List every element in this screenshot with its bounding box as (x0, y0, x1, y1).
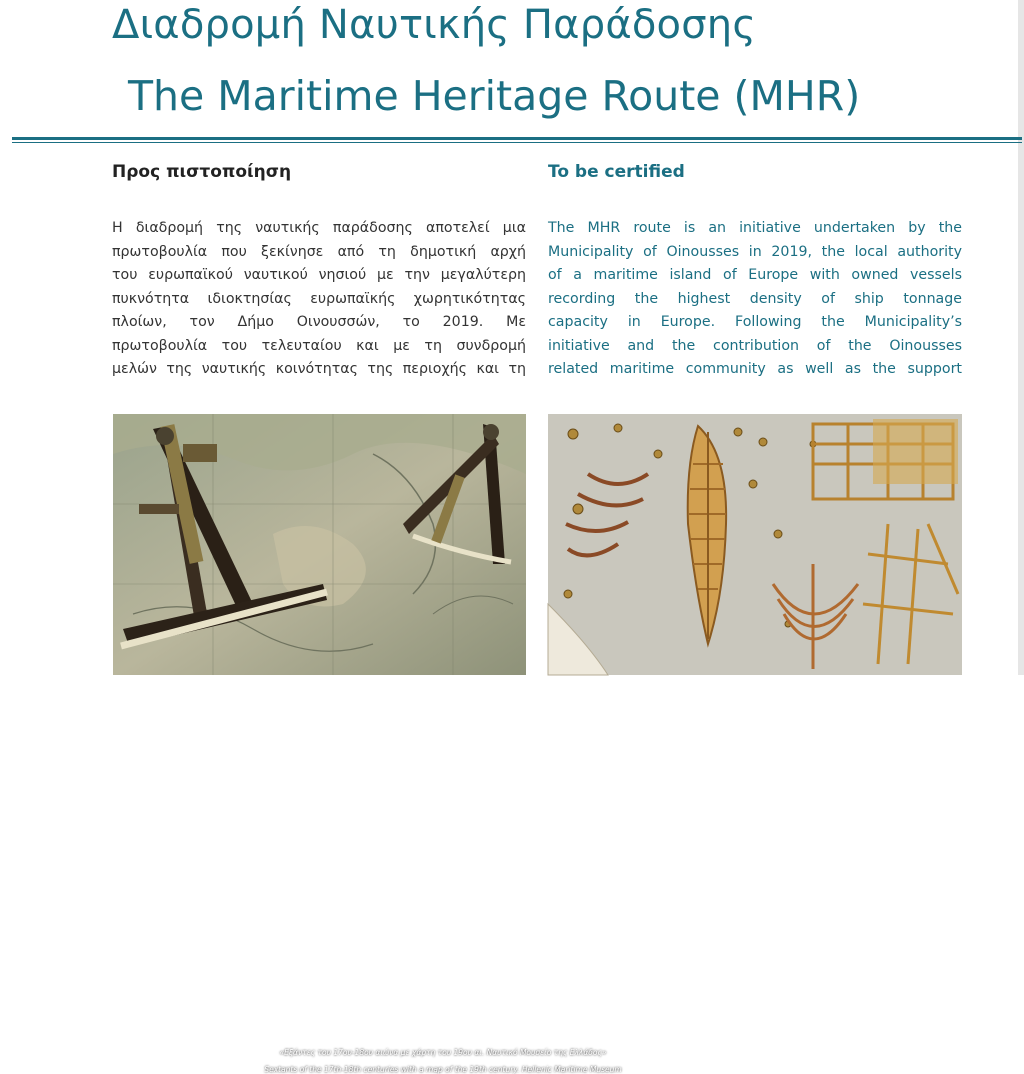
title-greek: Διαδρομή Ναυτικής Παράδοσης (112, 2, 757, 48)
title-rule-thin (12, 142, 1022, 143)
title-english: The Maritime Heritage Route (MHR) (128, 72, 861, 120)
english-line: recording the highest density of ship tonnage (548, 290, 962, 307)
greek-line: πλοίων, τον Δήμο Οινουσσών, το 2019. Με (112, 314, 526, 330)
photo-caption-english: Sextants of the 17th-18th centuries with a map of the 19th century. Hellenic Maritime Museum (264, 1065, 622, 1074)
english-line: of a maritime island of Europe with owned vessels (548, 267, 962, 283)
section-heading-greek: Προς πιστοποίηση (112, 162, 292, 182)
section-heading-english: To be certified (548, 162, 685, 182)
ship-models-photo (548, 414, 962, 675)
greek-line: πρωτοβουλία του τελευταίου και με τη συνδρομή (112, 337, 526, 354)
sextants-map-photo (113, 414, 622, 1074)
greek-line: του ευρωπαϊκού ναυτικού νησιού με την μεγαλύτερη (112, 267, 526, 283)
title-rule-thick (12, 137, 1022, 140)
greek-line: μελών της ναυτικής κοινότητας της περιοχής και τη (112, 361, 526, 377)
greek-line: πυκνότητα ιδιοκτησίας ευρωπαϊκής χωρητικότητας (112, 290, 526, 307)
english-line: related maritime community as well as the support (548, 361, 962, 377)
english-line: Municipality of Oinousses in 2019, the local authority (548, 243, 962, 260)
english-line: initiative and the contribution of the Oinousses (548, 337, 962, 354)
page-edge (1018, 0, 1024, 675)
english-line: capacity in Europe. Following the Municipality’s (548, 314, 962, 330)
english-paragraph (548, 217, 962, 382)
photo-caption-greek: «Εξάντες του 17ου-18ου αιώνα με χάρτη του 19ου αι. Ναυτικό Μουσείο της Ελλάδος» (279, 1048, 607, 1057)
greek-line: Η διαδρομή της ναυτικής παράδοσης αποτελεί μια (112, 220, 526, 236)
greek-paragraph (112, 217, 526, 382)
english-line: The MHR route is an initiative undertaken by the (548, 220, 962, 236)
greek-line: πρωτοβουλία που ξεκίνησε από τη δημοτική αρχή (112, 243, 526, 260)
